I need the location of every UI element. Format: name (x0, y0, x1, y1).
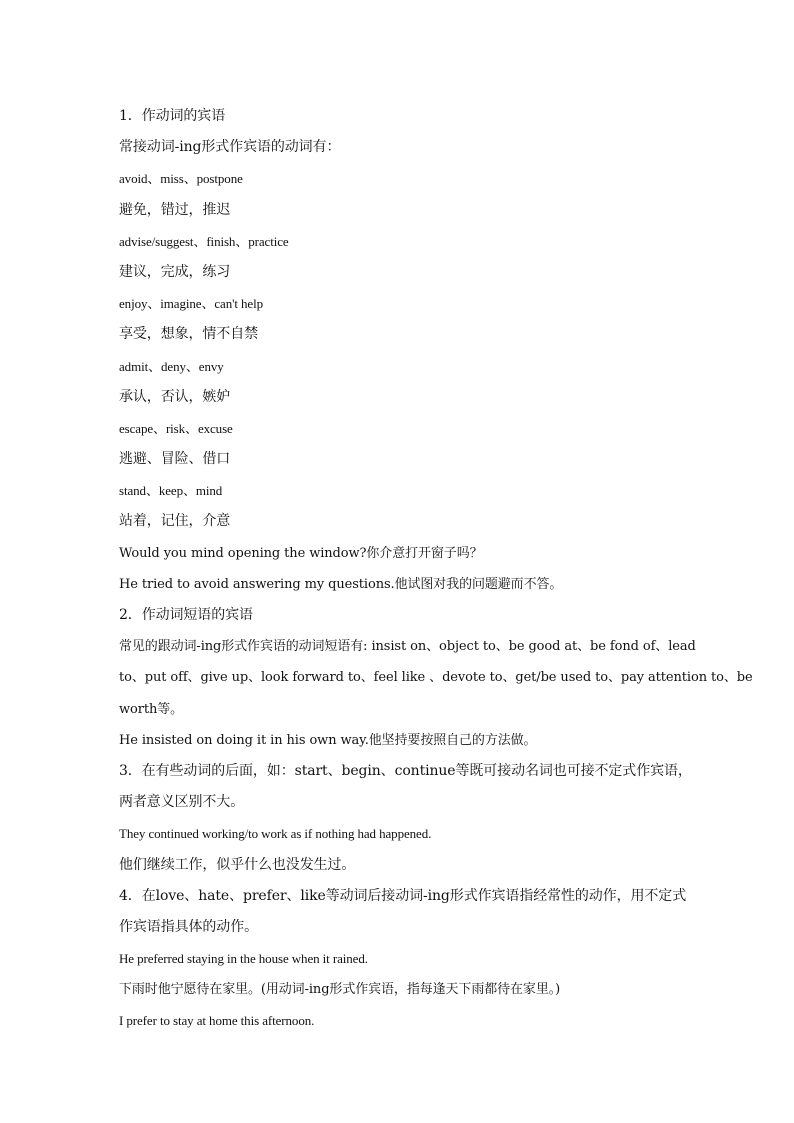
translation-line: 站着，记住，介意 (119, 513, 231, 530)
translation-line: 逃避、冒险、借口 (119, 451, 231, 468)
translation-line: 建议，完成，练习 (119, 263, 231, 280)
verb-list-line: enjoy、imagine、can't help (119, 296, 263, 312)
example-sentence: They continued working/to work as if nothing had happened. (119, 826, 432, 842)
verb-list-line: escape、risk、excuse (119, 420, 233, 436)
text-line: 两者意义区别不大。 (119, 794, 245, 811)
section-heading-2: 2．作动词短语的宾语 (119, 607, 253, 623)
example-sentence: He insisted on doing it in his own way.他坚持要按照自己的方法做。 (119, 732, 537, 748)
translation-line: 承认，否认，嫉妒 (119, 388, 231, 405)
section-heading-4: 4．在love、hate、prefer、like等动词后接动词-ing形式作宾语指经常性的动作，用不定式 (119, 887, 687, 904)
translation-line: 下雨时他宁愿待在家里。(用动词-ing形式作宾语，指每逢天下雨都待在家里。) (119, 982, 561, 998)
verb-list-line: advise/suggest、finish、practice (119, 233, 289, 249)
example-sentence: He tried to avoid answering my questions.他试图对我的问题避而不答。 (119, 576, 563, 592)
verb-list-line: avoid、miss、postpone (119, 171, 243, 187)
phrase-list-line: to、put off、give up、look forward to、feel like 、devote to、get/be used to、pay attention to、be (119, 670, 753, 686)
example-sentence: He preferred staying in the house when it rained. (119, 951, 368, 967)
verb-list-line: stand、keep、mind (119, 483, 223, 499)
verb-list-line: admit、deny、envy (119, 358, 224, 374)
document-body (119, 101, 753, 1037)
text-line: 常接动词-ing形式作宾语的动词有： (119, 139, 341, 156)
section-heading-3: 3．在有些动词的后面，如：start、begin、continue等既可接动名词也可接不定式作宾语， (119, 762, 692, 779)
translation-line: 避免，错过，推迟 (119, 201, 231, 218)
example-sentence: I prefer to stay at home this afternoon. (119, 1013, 315, 1029)
phrase-list-line: 常见的跟动词-ing形式作宾语的动词短语有: insist on、object to、be good at、be fond of、lead (119, 639, 696, 655)
phrase-list-line: worth等。 (119, 701, 184, 717)
translation-line: 享受，想象，情不自禁 (119, 326, 258, 343)
section-heading-1: 1．作动词的宾语 (119, 108, 226, 124)
example-sentence: Would you mind opening the window?你介意打开窗子吗？ (119, 545, 483, 561)
translation-line: 他们继续工作，似乎什么也没发生过。 (119, 856, 356, 873)
text-line: 作宾语指具体的动作。 (119, 918, 258, 935)
